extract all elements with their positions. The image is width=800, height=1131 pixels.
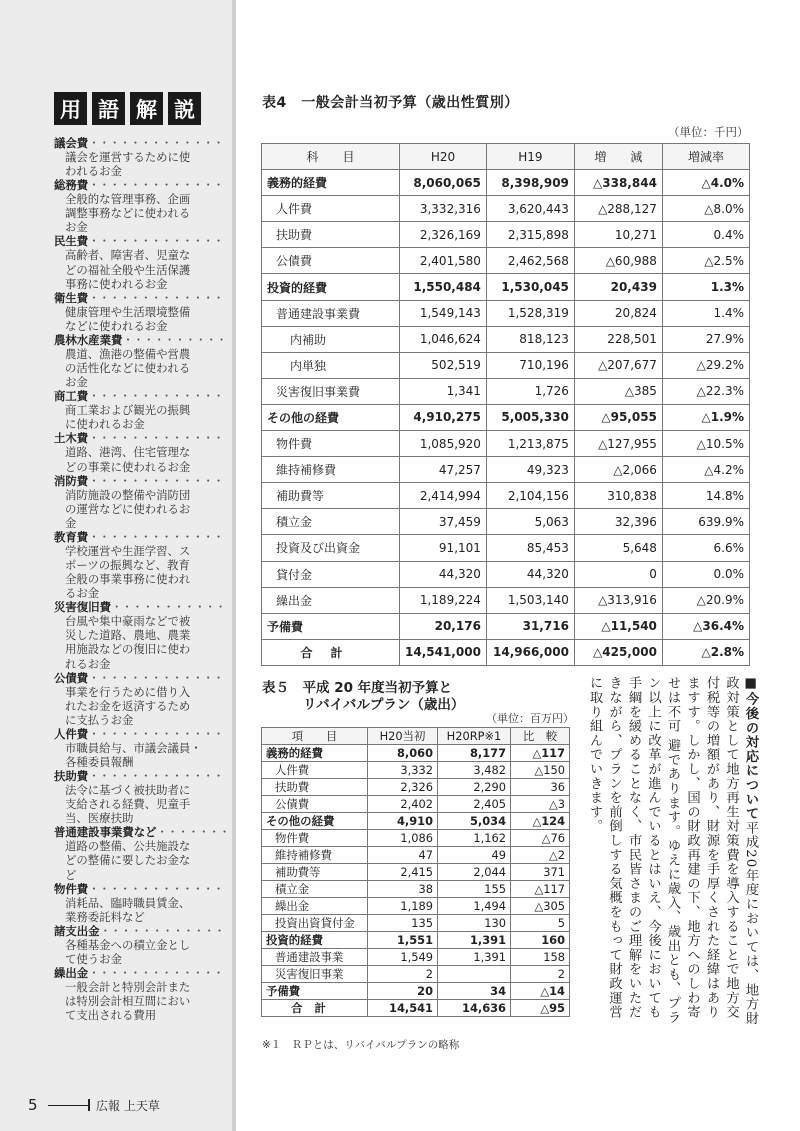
table-cell: 44,320 (486, 561, 574, 587)
table-row (262, 587, 750, 613)
glossary-definition: の運営などに使われるお (65, 501, 191, 516)
table5-unit: （単位：百万円） (486, 712, 574, 725)
column-header: H19 (486, 144, 574, 170)
table-cell: 6.6% (662, 535, 749, 561)
table-cell: 1,551 (368, 932, 438, 949)
row-label: 災害復旧事業 (262, 966, 368, 983)
glossary-definition: 市職員給与、市議会議員・ (65, 740, 202, 755)
column-header: H20当初 (368, 728, 438, 745)
table-row (262, 300, 750, 326)
table-cell: 1.3% (662, 274, 749, 300)
glossary-term: 公債費 ・・・・・・・・・・・・・・・・・・・・・・・・・ (54, 671, 226, 685)
table-cell: △29.2% (662, 352, 749, 378)
glossary-definition: 議会を運営するために使 (65, 150, 191, 164)
glossary-definition: て使うお金 (65, 951, 122, 966)
table5-title-line: リバイバルプラン（歳出） (303, 697, 465, 713)
glossary-definition: は特別会計相互間におい (65, 994, 191, 1009)
table-cell: 5,005,330 (486, 404, 574, 430)
table-header-row (262, 728, 570, 745)
table-row (262, 170, 750, 196)
glossary-definition: ど (65, 867, 77, 882)
row-label: 投資的経費 (262, 932, 368, 949)
table-cell: 130 (438, 915, 511, 932)
row-label: 普通建設事業費 (262, 300, 400, 326)
table-cell: 2,326,169 (400, 222, 487, 248)
table-cell: 2,415 (368, 864, 438, 881)
glossary-definition: 金 (65, 515, 77, 530)
glossary-definition: などに使われるお金 (65, 318, 168, 333)
glossary-title-char: 語 (92, 92, 125, 125)
table-cell: △1.9% (662, 404, 749, 430)
table-cell: 1,549 (368, 949, 438, 966)
table-cell: △36.4% (662, 613, 749, 639)
table-cell: 47 (368, 847, 438, 864)
table-cell: △14 (511, 983, 570, 1000)
row-label: 物件費 (262, 431, 400, 457)
table-cell: 49,323 (486, 457, 574, 483)
row-label: 扶助費 (262, 222, 400, 248)
glossary-definition: お金 (65, 220, 88, 235)
glossary-definition: 全般的な管理事務、企画 (65, 192, 191, 207)
table-row (262, 561, 750, 587)
table-cell: △4.0% (662, 170, 749, 196)
table-cell: 10,271 (574, 222, 662, 248)
table-cell: 2,326 (368, 779, 438, 796)
table-row (262, 326, 750, 352)
glossary-definition: お金 (65, 375, 88, 390)
glossary-definition: 道路の整備、公共施設な (65, 839, 191, 854)
table-cell: 1,213,875 (486, 431, 574, 457)
glossary-definition: ポーツの振興など、教育 (65, 557, 190, 572)
table-cell: 2,315,898 (486, 222, 574, 248)
glossary-list (54, 136, 226, 1022)
row-label: 予備費 (262, 983, 368, 1000)
table-cell: 1,085,920 (400, 431, 487, 457)
table-cell: 3,332 (368, 762, 438, 779)
table-cell: 0 (574, 561, 662, 587)
table4-title: 表4 一般会計当初予算（歳出性質別） (262, 95, 519, 111)
row-label: 物件費 (262, 830, 368, 847)
glossary-definition: て支出される費用 (65, 1008, 157, 1023)
table-cell: 228,501 (574, 326, 662, 352)
table-cell: 1,046,624 (400, 326, 487, 352)
table-cell: 91,101 (400, 535, 487, 561)
article-body: 平成20年度においては、地方財政対策として地方再生対策費を導入することで地方交付税等の増額があり、財源を手厚くされた経緯はありますす。しかし、国の財政再建の下、地方へのしわ寄せは不可 (665, 676, 758, 1026)
table-cell: △2.5% (662, 248, 749, 274)
row-label: 貸付金 (262, 561, 400, 587)
article-column-1 (588, 676, 760, 1026)
table-cell: △20.9% (662, 587, 749, 613)
table-row (262, 248, 750, 274)
glossary-definition: 当、医療扶助 (65, 811, 134, 826)
glossary-definition: 業務委託料など (65, 909, 145, 924)
table-cell: △338,844 (574, 170, 662, 196)
table-cell: 20,439 (574, 274, 662, 300)
row-label: 投資的経費 (262, 274, 400, 300)
glossary-definition: 高齢者、障害者、児童な (65, 248, 191, 263)
column-header: H20RP※1 (438, 728, 511, 745)
glossary-definition: れたお金を返済するため (65, 698, 191, 713)
table-cell: 1,530,045 (486, 274, 574, 300)
table-cell: 1,189,224 (400, 587, 487, 613)
table-cell: 2,104,156 (486, 483, 574, 509)
table-cell: 14,541,000 (400, 639, 487, 665)
table-row (262, 378, 750, 404)
table-row (262, 864, 570, 881)
row-label: 積立金 (262, 509, 400, 535)
row-label: 扶助費 (262, 779, 368, 796)
row-label: 公債費 (262, 248, 400, 274)
table-cell: 37,459 (400, 509, 487, 535)
table-cell: △385 (574, 378, 662, 404)
glossary-definition: どの整備に要したお金な (65, 853, 191, 868)
table-cell: 818,123 (486, 326, 574, 352)
table-cell: 8,060,065 (400, 170, 487, 196)
table5-title (262, 680, 464, 714)
glossary-definition: 消耗品、臨時職員賃金、 (65, 895, 191, 910)
glossary-definition: 農道、漁港の整備や営農 (65, 346, 191, 361)
table-cell: 710,196 (486, 352, 574, 378)
row-label: 予備費 (262, 613, 400, 639)
table-row (262, 483, 750, 509)
row-label: 維持補修費 (262, 847, 368, 864)
table-cell: 1,086 (368, 830, 438, 847)
table-cell: △124 (511, 813, 570, 830)
table4-unit: （単位：千円） (668, 125, 749, 139)
column-header: 比 較 (511, 728, 570, 745)
glossary-definition: 一般会計と特別会計また (65, 980, 191, 995)
table-cell: 14,966,000 (486, 639, 574, 665)
table-row (262, 745, 570, 762)
row-label: 人件費 (262, 762, 368, 779)
table-cell: △313,916 (574, 587, 662, 613)
table-row (262, 796, 570, 813)
glossary-definition: どの事業に使われるお金 (65, 459, 191, 474)
table-row (262, 431, 750, 457)
table-cell: 160 (511, 932, 570, 949)
table-cell: 85,453 (486, 535, 574, 561)
column-header: 増 減 (574, 144, 662, 170)
table-cell: 1,528,319 (486, 300, 574, 326)
glossary-definition: どの福祉全般や生活保護 (65, 262, 191, 277)
table-cell: 155 (438, 881, 511, 898)
table-cell: 31,716 (486, 613, 574, 639)
table-cell: 1,391 (438, 949, 511, 966)
glossary-term: 衛生費 ・・・・・・・・・・・・・・・・・・・・・・・・・ (54, 291, 226, 305)
column-header: H20 (400, 144, 487, 170)
table-cell: △288,127 (574, 196, 662, 222)
table-cell: 14,541 (368, 1000, 438, 1017)
publication-name: 広報 上天草 (96, 1099, 160, 1113)
table-cell: 8,177 (438, 745, 511, 762)
table-cell: 1,726 (486, 378, 574, 404)
table-cell: △150 (511, 762, 570, 779)
table-cell: 1,550,484 (400, 274, 487, 300)
footer-rule (48, 1105, 88, 1106)
row-label: 繰出金 (262, 587, 400, 613)
table-cell: △305 (511, 898, 570, 915)
row-label: 内補助 (262, 326, 400, 352)
table5-footnote: ※１ ＲＰとは、リバイバルプランの略称 (262, 1039, 460, 1051)
table-cell: 0.0% (662, 561, 749, 587)
glossary-term: 繰出金 ・・・・・・・・・・・・・・・・・・・・・・・・・ (54, 966, 226, 980)
glossary-term: 人件費 ・・・・・・・・・・・・・・・・・・・・・・・・・ (54, 727, 226, 741)
column-header: 増減率 (662, 144, 749, 170)
table-row (262, 847, 570, 864)
table-cell: △425,000 (574, 639, 662, 665)
table-cell: 4,910,275 (400, 404, 487, 430)
article-body-continued: 避であります。ゆえに歳入、歳出とも、プラン以上に改革が進んでいるとはいえ、今後においても手綱を緩めることなく、市民皆さまのご理解をいただきながら、プランを前倒しする気概をもって財政運営に取り組んでいきます。 (587, 676, 680, 1025)
table-cell: 310,838 (574, 483, 662, 509)
footer-bar (88, 1099, 90, 1111)
table-cell: 1,503,140 (486, 587, 574, 613)
table-row (262, 639, 750, 665)
glossary-term: 普通建設事業費など ・・・・・・・・・・・・・・・・・・・・・・・・・ (54, 825, 226, 839)
glossary-definition: 学校運営や生涯学習、ス (65, 543, 191, 558)
glossary-definition: 商工業および観光の振興 (65, 403, 191, 418)
table-cell: 44,320 (400, 561, 487, 587)
table-cell: 34 (438, 983, 511, 1000)
table-cell: △2 (511, 847, 570, 864)
table-cell (438, 966, 511, 983)
glossary-title-char: 説 (168, 92, 201, 125)
article-column-2-wrapper (586, 676, 587, 1076)
table-cell: 1,549,143 (400, 300, 487, 326)
glossary-term: 物件費 ・・・・・・・・・・・・・・・・・・・・・・・・・ (54, 882, 226, 896)
table-row (262, 457, 750, 483)
table-row (262, 509, 750, 535)
table-cell: △2,066 (574, 457, 662, 483)
table-cell: △127,955 (574, 431, 662, 457)
row-label: 義務的経費 (262, 745, 368, 762)
table-row (262, 222, 750, 248)
table-row (262, 881, 570, 898)
table-row (262, 535, 750, 561)
glossary-definition: 各種基金への積立金とし (65, 937, 191, 952)
table-cell: △10.5% (662, 431, 749, 457)
table-cell: 32,396 (574, 509, 662, 535)
glossary-definition: に使われるお金 (65, 417, 145, 432)
table-cell: 47,257 (400, 457, 487, 483)
table-cell: 5,063 (486, 509, 574, 535)
table-row (262, 352, 750, 378)
glossary-definition: 用施設などの復旧に使わ (65, 642, 191, 657)
table-row (262, 949, 570, 966)
table-row (262, 966, 570, 983)
glossary-term: 議会費 ・・・・・・・・・・・・・・・・・・・・・・・・・ (54, 136, 226, 150)
table-cell: 49 (438, 847, 511, 864)
table-cell: 38 (368, 881, 438, 898)
glossary-definition: 支給される経費、児童手 (65, 797, 191, 812)
table-cell: 1,341 (400, 378, 487, 404)
glossary-definition: れるお金 (65, 656, 111, 671)
row-label: 災害復旧事業費 (262, 378, 400, 404)
table-cell: 20 (368, 983, 438, 1000)
table-cell: △95 (511, 1000, 570, 1017)
glossary-definition: るお金 (65, 586, 100, 601)
row-label: 公債費 (262, 796, 368, 813)
table-cell: 502,519 (400, 352, 487, 378)
row-label: 積立金 (262, 881, 368, 898)
glossary-definition: に支払うお金 (65, 712, 134, 727)
table-cell: △207,677 (574, 352, 662, 378)
table-cell: 371 (511, 864, 570, 881)
table-cell: △11,540 (574, 613, 662, 639)
table-cell: 8,398,909 (486, 170, 574, 196)
glossary-definition: 消防施設の整備や消防団 (65, 487, 191, 502)
table-cell: 1,391 (438, 932, 511, 949)
table-row (262, 983, 570, 1000)
row-label: 投資及び出資金 (262, 535, 400, 561)
table-cell: 0.4% (662, 222, 749, 248)
table-cell: 14,636 (438, 1000, 511, 1017)
table-cell: 5,648 (574, 535, 662, 561)
revival-plan-table (261, 727, 570, 1017)
table-row (262, 274, 750, 300)
table-cell: 36 (511, 779, 570, 796)
sidebar-edge (232, 0, 236, 1131)
glossary-title-char: 解 (130, 92, 163, 125)
row-label: 繰出金 (262, 898, 368, 915)
glossary-term: 教育費 ・・・・・・・・・・・・・・・・・・・・・・・・・ (54, 530, 226, 544)
table-cell: △4.2% (662, 457, 749, 483)
table-cell: △8.0% (662, 196, 749, 222)
table5-title-line: 表５ 平成 20 年度当初予算と (262, 680, 453, 696)
glossary-definition: 台風や集中豪雨などで被 (65, 614, 191, 629)
table-cell: 3,620,443 (486, 196, 574, 222)
table-cell: 2,402 (368, 796, 438, 813)
table-cell: 14.8% (662, 483, 749, 509)
table-cell: 2 (368, 966, 438, 983)
row-label: 義務的経費 (262, 170, 400, 196)
glossary-term: 諸支出金 ・・・・・・・・・・・・・・・・・・・・・・・・・ (54, 924, 226, 938)
table-cell: 2,401,580 (400, 248, 487, 274)
table-cell: 639.9% (662, 509, 749, 535)
row-label: その他の経費 (262, 404, 400, 430)
glossary-title (54, 92, 201, 125)
glossary-term: 農林水産業費 ・・・・・・・・・・・・・・・・・・・・・・・・・ (54, 333, 226, 347)
table-cell: 158 (511, 949, 570, 966)
row-label: 合計 (262, 639, 400, 665)
table-cell: 20,824 (574, 300, 662, 326)
table-cell: 8,060 (368, 745, 438, 762)
article-heading: ■今後の対応について (743, 676, 758, 821)
table-header-row (262, 144, 750, 170)
table-cell: 2,405 (438, 796, 511, 813)
table-cell: 5,034 (438, 813, 511, 830)
table-cell: 3,482 (438, 762, 511, 779)
glossary-definition: 各種委員報酬 (65, 755, 134, 769)
table-row (262, 404, 750, 430)
table-cell: 2,462,568 (486, 248, 574, 274)
table-cell: △117 (511, 745, 570, 762)
table-cell: △60,988 (574, 248, 662, 274)
glossary-term: 商工費 ・・・・・・・・・・・・・・・・・・・・・・・・・ (54, 389, 226, 403)
column-header: 科 目 (262, 144, 400, 170)
row-label: 補助費等 (262, 864, 368, 881)
glossary-term: 災害復旧費 ・・・・・・・・・・・・・・・・・・・・・・・・・ (54, 600, 226, 614)
table-row (262, 613, 750, 639)
glossary-term: 消防費 ・・・・・・・・・・・・・・・・・・・・・・・・・ (54, 474, 226, 488)
table-cell: 2,044 (438, 864, 511, 881)
table-cell: 27.9% (662, 326, 749, 352)
table-cell: 1.4% (662, 300, 749, 326)
glossary-definition: 災した道路、農地、農業 (65, 628, 191, 643)
table-cell: 2,414,994 (400, 483, 487, 509)
table-row (262, 779, 570, 796)
glossary-definition: 法令に基づく被扶助者に (65, 783, 191, 798)
table-cell: 4,910 (368, 813, 438, 830)
glossary-definition: 事務に使われるお金 (65, 276, 168, 291)
table-cell: 1,162 (438, 830, 511, 847)
glossary-term: 民生費 ・・・・・・・・・・・・・・・・・・・・・・・・・ (54, 234, 226, 248)
table-cell: △3 (511, 796, 570, 813)
page-number: 5 (28, 1096, 38, 1114)
table-cell: 2 (511, 966, 570, 983)
glossary-definition: 道路、港湾、住宅管理な (65, 445, 191, 460)
glossary-term: 扶助費 ・・・・・・・・・・・・・・・・・・・・・・・・・ (54, 769, 226, 783)
table-row (262, 898, 570, 915)
table-cell: 1,494 (438, 898, 511, 915)
table-cell: △76 (511, 830, 570, 847)
glossary-term: 総務費 ・・・・・・・・・・・・・・・・・・・・・・・・・ (54, 178, 226, 192)
row-label: 維持補修費 (262, 457, 400, 483)
glossary-definition: 事業を行うために借り入 (65, 684, 191, 699)
table-cell: 1,189 (368, 898, 438, 915)
table-cell: △95,055 (574, 404, 662, 430)
glossary-title-char: 用 (54, 92, 87, 125)
column-header: 項 目 (262, 728, 368, 745)
table-cell: 135 (368, 915, 438, 932)
table-row (262, 1000, 570, 1017)
row-label: 内単独 (262, 352, 400, 378)
glossary-term: 土木費 ・・・・・・・・・・・・・・・・・・・・・・・・・ (54, 431, 226, 445)
row-label: 補助費等 (262, 483, 400, 509)
table-cell: 5 (511, 915, 570, 932)
table-cell: △117 (511, 881, 570, 898)
budget-table (261, 143, 750, 666)
table-row (262, 196, 750, 222)
table-row (262, 762, 570, 779)
row-label: その他の経費 (262, 813, 368, 830)
glossary-definition: 調整事務などに使われる (65, 206, 191, 221)
table-cell: 2,290 (438, 779, 511, 796)
table-cell: 20,176 (400, 613, 487, 639)
table-cell: 3,332,316 (400, 196, 487, 222)
table-row (262, 813, 570, 830)
glossary-definition: われるお金 (65, 164, 122, 179)
table-row (262, 932, 570, 949)
row-label: 普通建設事業 (262, 949, 368, 966)
glossary-definition: の活性化などに使われる (65, 361, 191, 376)
glossary-definition: 健康管理や生活環境整備 (65, 304, 191, 319)
table-row (262, 915, 570, 932)
glossary-definition: 全般の事業事務に使われ (65, 572, 191, 587)
table-cell: △22.3% (662, 378, 749, 404)
table-row (262, 830, 570, 847)
row-label: 合計 (262, 1000, 368, 1017)
row-label: 投資出資貸付金 (262, 915, 368, 932)
row-label: 人件費 (262, 196, 400, 222)
table-cell: △2.8% (662, 639, 749, 665)
